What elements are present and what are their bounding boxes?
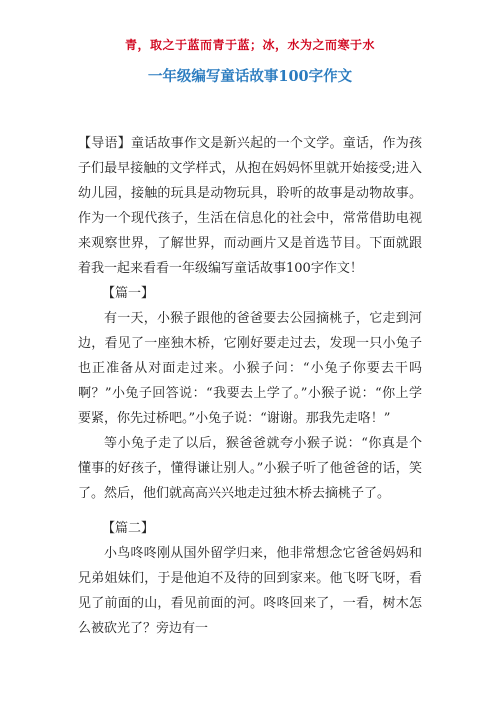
section1-paragraph-2: 等小兔子走了以后，猴爸爸就夸小猴子说：“你真是个懂事的好孩子，懂得谦让别人。”小猴子听了他爸爸的话，笑了。然后，他们就高高兴兴地走过独木桥去摘桃子了。 <box>78 436 422 501</box>
intro-paragraph: 【导语】童话故事作文是新兴起的一个文学。童话，作为孩子们最早接触的文学样式，从抱在妈妈怀里就开始接受;进入幼儿园，接触的玩具是动物玩具，聆听的故事是动物故事。作为一个现代孩子，生活在信息化的社会中，常常借助电视来观察世界，了解世界，而动画片又是首选节目。下面就跟着我一起来看看一年级编写童话故事100字作文！ <box>78 136 422 276</box>
section-heading-2: 【篇二】 <box>102 521 155 536</box>
article-body <box>78 131 422 641</box>
section1-paragraph-1: 有一天，小猴子跟他的爸爸要去公园摘桃子，它走到河边，看见了一座独木桥，它刚好要走过去，发现一只小兔子也正准备从对面走过来。小猴子问：“小兔子你要去干吗啊？”小兔子回答说：“我要去上学了。”小猴子说：“你上学要紧，你先过桥吧。”小兔子说：“谢谢。那我先走咯！” <box>78 311 422 426</box>
header-motto: 青，取之于蓝而青于蓝；冰，水为之而寒于水 <box>124 38 375 52</box>
section2-paragraph-1: 小鸟咚咚刚从国外留学归来，他非常想念它爸爸妈妈和兄弟姐妹们，于是他迫不及待的回到家来。他飞呀飞呀，看见了前面的山，看见前面的河。咚咚回来了，一看，树木怎么被砍光了？旁边有一 <box>78 546 422 636</box>
document-title: 一年级编写童话故事100字作文 <box>147 68 353 85</box>
section-heading-1: 【篇一】 <box>102 286 155 301</box>
